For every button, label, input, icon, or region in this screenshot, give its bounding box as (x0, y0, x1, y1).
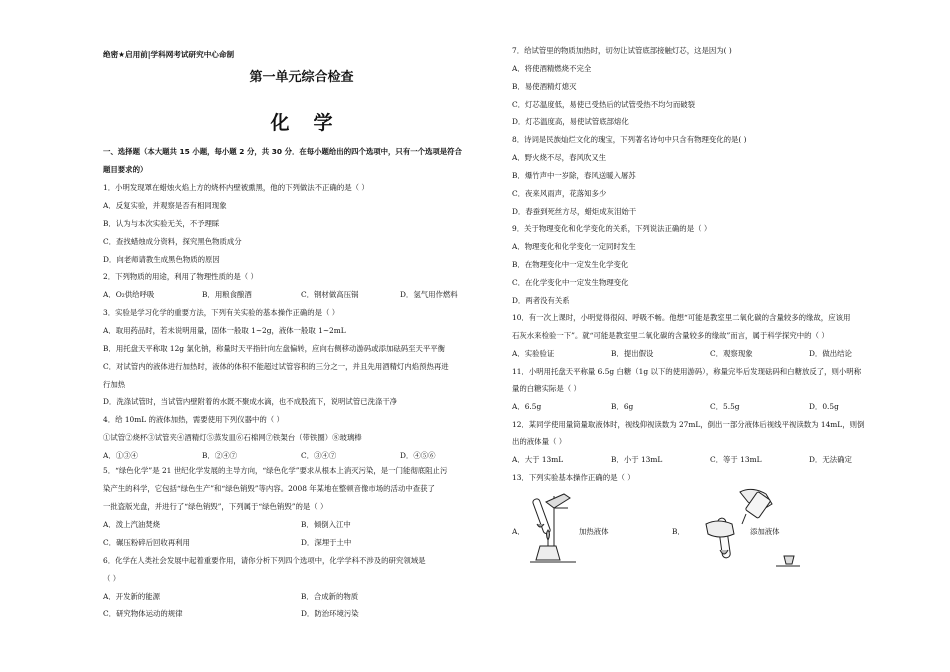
question-10-line2: 石灰水来检验一下”。就“可能是教室里二氧化碳的含量较多的缘故”而言，属于科学探究中的（ ） (512, 331, 829, 340)
q13-option-b-caption: 添加液体 (750, 527, 780, 536)
q9-option-c: C．在化学变化中一定发生物理变化 (512, 278, 629, 287)
q10-option-b: B．提出假设 (611, 349, 654, 358)
q12-option-a: A．大于 13mL (512, 455, 564, 464)
q10-option-a: A．实验验证 (512, 349, 555, 358)
q9-option-b: B．在物理变化中一定发生化学变化 (512, 260, 629, 269)
question-4: 4．给 10mL 的液体加热，需要使用下列仪器中的（ ） (103, 415, 284, 424)
q7-option-b: B．易使酒精灯熄灭 (512, 82, 577, 91)
q10-options (512, 349, 908, 359)
section-heading: 一、选择题（本大题共 15 小题，每小题 2 分，共 30 分．在每小题给出的四个选项中，只有一个选项是符合 (103, 147, 462, 156)
q6-option-b: B．合成新的物质 (301, 592, 359, 601)
q12-option-c: C．等于 13mL (710, 455, 762, 464)
q4-option-d: D．④⑤⑥ (400, 451, 436, 460)
q8-option-d: D．春蚕到死丝方尽，蜡炬成灰泪始干 (512, 207, 637, 216)
q6-options-row1 (103, 592, 499, 602)
q5-options-row2 (103, 538, 499, 548)
q8-option-a: A．野火烧不尽，春风吹又生 (512, 153, 607, 162)
q9-option-a: A．物理变化和化学变化一定同时发生 (512, 242, 636, 251)
q11-option-d: D．0.5g (809, 402, 839, 411)
q6-option-d: D．防治环境污染 (301, 609, 359, 618)
q11-option-a: A．6.5g (512, 402, 542, 411)
question-2: 2．下列物质的用途，利用了物理性质的是（ ） (103, 272, 258, 281)
q12-option-d: D．无法确定 (809, 455, 852, 464)
q3-option-b: B．用托盘天平称取 12g 氯化钠，称量时天平指针向左盘偏转，应向右侧移动游码或添加砝码至天平平衡 (103, 344, 446, 353)
q1-option-b: B．认为与本次实验无关，不予理睬 (103, 219, 220, 228)
question-8: 8．诗词是民族灿烂文化的瑰宝，下列著名诗句中只含有物理变化的是( ) (512, 135, 747, 144)
q11-option-b: B．6g (611, 402, 634, 411)
q6-option-c: C．研究物体运动的规律 (103, 609, 183, 618)
q3-option-c-cont: 行加热 (103, 380, 126, 389)
q1-option-a: A．反复实验，并观察是否有相同现象 (103, 201, 227, 210)
q3-option-d: D．洗涤试管时，当试管内壁附着的水既不聚成水滴，也不成股流下，说明试管已洗涤干净 (103, 397, 398, 406)
adding-liquid-illustration (692, 484, 802, 574)
question-12-line2: 出的液体量（ ） (512, 437, 567, 446)
q6-options-row2 (103, 609, 499, 619)
q11-options (512, 402, 908, 412)
q2-option-c: C．钢材做高压锅 (301, 290, 359, 299)
q4-options (103, 451, 499, 461)
q8-option-b: B．爆竹声中一岁除，春风送暖入屠苏 (512, 171, 636, 180)
q7-option-d: D．灯芯温度高，易使试管底部熔化 (512, 117, 629, 126)
q13-option-a-caption: 加热液体 (579, 527, 609, 536)
q5-option-b: B．倾倒入江中 (301, 520, 351, 529)
question-11-line2: 量的白糖实际是（ ） (512, 384, 581, 393)
question-12: 12．某同学使用量筒量取液体时，视线仰视读数为 27mL，倒出一部分液体后视线平视读数为 14mL，则倒 (512, 420, 865, 429)
q5-option-a: A．泼上汽油焚烧 (103, 520, 161, 529)
question-11: 11．小明用托盘天平称量 6.5g 白糖（1g 以下的使用游码），称量完毕后发现砝码和白糖放反了，则小明称 (512, 367, 862, 376)
question-7: 7．给试管里的物质加热时，切勿让试管底部接触灯芯，这是因为( ) (512, 46, 732, 55)
q6-option-a: A．开发新的能源 (103, 592, 161, 601)
q12-options (512, 455, 908, 465)
q2-option-b: B．用粮食酿酒 (202, 290, 252, 299)
section-heading-cont: 题目要求的） (103, 165, 148, 174)
q1-option-d: D．向老师请教生成黑色物质的原因 (103, 255, 220, 264)
q3-option-c: C．对试管内的液体进行加热时，液体的体积不能超过试管容积的三分之一，并且先用酒精灯内焰预热再进 (103, 362, 449, 371)
q2-option-a: A．O₂供给呼吸 (103, 290, 155, 299)
q4-option-a: A．①③④ (103, 451, 138, 460)
q4-option-c: C．③④⑦ (301, 451, 337, 460)
page-title: 第一单元综合检查 (249, 70, 354, 85)
question-13: 13．下列实验基本操作正确的是（ ） (512, 473, 635, 482)
header-note: 绝密★启用前|学科网考试研究中心命制 (103, 50, 235, 59)
q2-options (103, 290, 499, 300)
q10-option-d: D．做出结论 (809, 349, 852, 358)
q13-option-a-letter: A． (512, 527, 525, 536)
q7-option-a: A．将使酒精燃烧不完全 (512, 64, 592, 73)
q1-option-c: C．查找蜡烛成分资料，探究黑色物质成分 (103, 237, 242, 246)
question-6: 6．化学在人类社会发展中起着重要作用，请你分析下列四个选项中，化学学科不涉及的研究领域是 (103, 556, 426, 565)
q3-option-a: A．取用药品时，若未说明用量，固体一般取 1~2g，液体一般取 1~2mL (103, 326, 346, 335)
heating-liquid-illustration (524, 488, 584, 568)
q11-option-c: C．5.5g (710, 402, 740, 411)
question-9: 9．关于物理变化和化学变化的关系，下列说法正确的是（ ） (512, 224, 712, 233)
question-6-paren: （ ） (103, 574, 121, 583)
q9-option-d: D．两者没有关系 (512, 296, 570, 305)
question-1: 1．小明发现罩在蜡烛火焰上方的烧杯内壁被熏黑，他的下列做法不正确的是（ ） (103, 183, 369, 192)
q8-option-c: C．夜来风雨声，花落知多少 (512, 189, 607, 198)
q7-option-c: C．灯芯温度低，易使已受热后的试管受热不均匀而破裂 (512, 100, 696, 109)
question-10: 10．有一次上课时，小明觉得很闷、呼吸不畅。他想“可能是教室里二氧化碳的含量较多的缘故，应该用 (512, 313, 851, 322)
q13-option-b-letter: B． (672, 527, 685, 536)
q4-option-b: B．②④⑦ (202, 451, 237, 460)
subject-title: 化学 (270, 112, 357, 134)
q5-options-row1 (103, 520, 499, 530)
q12-option-b: B．小于 13mL (611, 455, 663, 464)
q10-option-c: C．观察现象 (710, 349, 753, 358)
q5-option-d: D．深埋于土中 (301, 538, 352, 547)
question-3: 3．实验是学习化学的重要方法，下列有关实验的基本操作正确的是（ ） (103, 308, 340, 317)
question-5-line3: 一批盗版光盘，并进行了“绿色销毁”，下列属于“绿色销毁”的是（ ） (103, 502, 328, 511)
question-5-line2: 染产生的科学，它包括“绿色生产”和“绿色销毁”等内容。2008 年某地在整顿音像市场的活动中查获了 (103, 484, 435, 493)
q2-option-d: D．氢气用作燃料 (400, 290, 458, 299)
q5-option-c: C．碾压粉碎后回收再利用 (103, 538, 190, 547)
question-5: 5．“绿色化学”是 21 世纪化学发展的主导方向，“绿色化学”要求从根本上消灭污染，是一门能彻底阻止污 (103, 466, 448, 475)
q4-items: ①试管②烧杯③试管夹④酒精灯⑤蒸发皿⑥石棉网⑦铁架台（带铁圈）⑧玻璃棒 (103, 433, 362, 442)
